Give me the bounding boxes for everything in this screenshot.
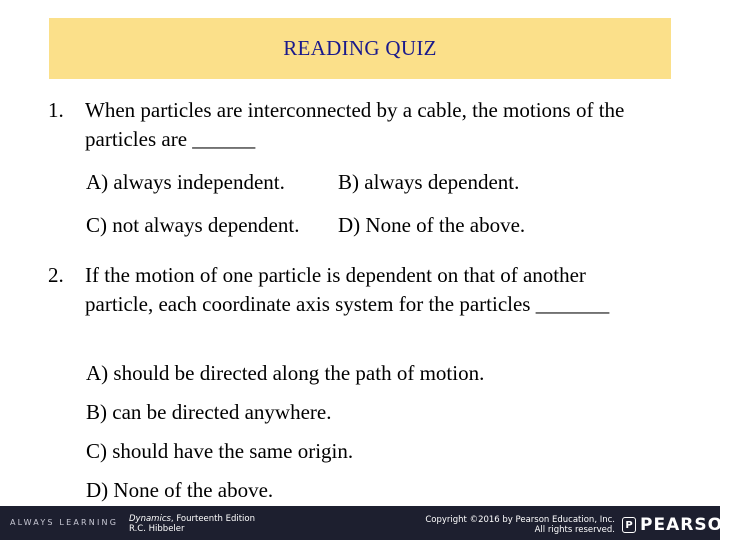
book-edition: , Fourteenth Edition [170,514,256,524]
copyright-notice [396,515,615,535]
answer-option[interactable]: C) should have the same origin. [86,439,354,463]
answer-option[interactable]: A) always independent. [86,170,285,194]
footer-bar [0,506,738,540]
question-2 [48,261,658,319]
footer-tagline: ALWAYS LEARNING [10,518,119,527]
question-number: 1. [48,98,64,122]
book-author: R.C. Hibbeler [129,524,185,534]
answer-option[interactable]: D) None of the above. [338,213,526,237]
title-banner [49,18,671,79]
question-number: 2. [48,263,64,287]
answer-option[interactable]: B) always dependent. [338,170,520,194]
answer-option[interactable]: B) can be directed anywhere. [86,400,332,424]
course-info [129,514,255,534]
page-title: READING QUIZ [283,36,437,60]
copyright-line-1: Copyright ©2016 by Pearson Education, Inc. [425,515,615,525]
pearson-wordmark: PEARSON [640,515,738,535]
answer-option[interactable]: A) should be directed along the path of motion. [86,361,485,385]
pearson-logo [622,515,738,535]
book-title: Dynamics [129,514,171,524]
answer-option[interactable]: D) None of the above. [86,478,274,502]
pearson-mark-icon: P [622,517,636,533]
copyright-line-2: All rights reserved. [534,525,615,535]
question-text: If the motion of one particle is dependent on that of another particle, each coordinate axis system for the particles _______ [85,263,610,316]
question-1 [48,96,658,154]
answer-option[interactable]: C) not always dependent. [86,213,300,237]
question-text: When particles are interconnected by a cable, the motions of the particles are ______ [85,98,625,151]
